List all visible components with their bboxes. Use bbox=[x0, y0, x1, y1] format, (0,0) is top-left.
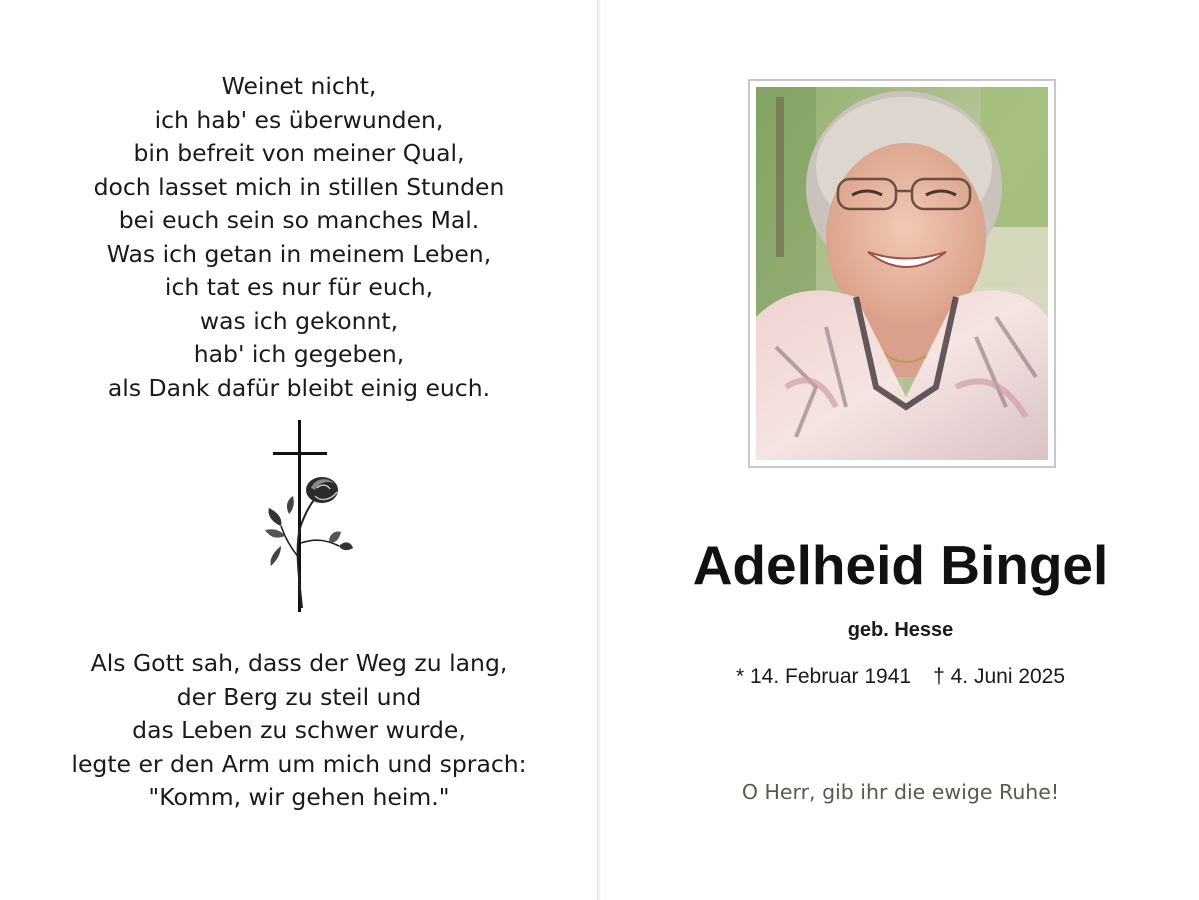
prayer-line: O Herr, gib ihr die ewige Ruhe! bbox=[741, 780, 1060, 804]
poem-line: ich hab' es überwunden, bbox=[154, 105, 444, 134]
right-panel bbox=[602, 0, 1199, 900]
left-panel bbox=[0, 0, 598, 900]
deceased-name: Adelheid Bingel bbox=[692, 534, 1109, 596]
birth-date: * 14. Februar 1941 bbox=[735, 665, 912, 688]
poem-line: was ich gekonnt, bbox=[199, 306, 399, 335]
poem-line: der Berg zu steil und bbox=[176, 682, 422, 711]
poem-line: "Komm, wir gehen heim." bbox=[148, 783, 450, 811]
poem-line: doch lasset mich in stillen Stunden bbox=[93, 172, 505, 201]
poem-line: Als Gott sah, dass der Weg zu lang, bbox=[90, 649, 508, 677]
poem-line: hab' ich gegeben, bbox=[193, 340, 405, 368]
poem-top bbox=[0, 70, 598, 405]
photo-frame bbox=[748, 79, 1056, 468]
poem-bottom bbox=[0, 647, 598, 815]
cross-with-rose-icon bbox=[255, 418, 355, 618]
poem-line: Weinet nicht, bbox=[221, 72, 377, 100]
life-dates bbox=[602, 663, 1199, 691]
page-fold-divider bbox=[597, 0, 601, 900]
poem-line: bei euch sein so manches Mal. bbox=[118, 206, 480, 234]
poem-line: das Leben zu schwer wurde, bbox=[132, 716, 466, 744]
poem-line: bin befreit von meiner Qual, bbox=[133, 139, 465, 167]
poem-line: als Dank dafür bleibt einig euch. bbox=[107, 373, 491, 402]
poem-line: legte er den Arm um mich und sprach: bbox=[71, 749, 527, 778]
portrait-photo bbox=[756, 87, 1048, 460]
death-date: † 4. Juni 2025 bbox=[933, 665, 1066, 688]
poem-line: ich tat es nur für euch, bbox=[164, 273, 434, 301]
maiden-name: geb. Hesse bbox=[847, 619, 954, 641]
poem-line: Was ich getan in meinem Leben, bbox=[106, 239, 492, 268]
